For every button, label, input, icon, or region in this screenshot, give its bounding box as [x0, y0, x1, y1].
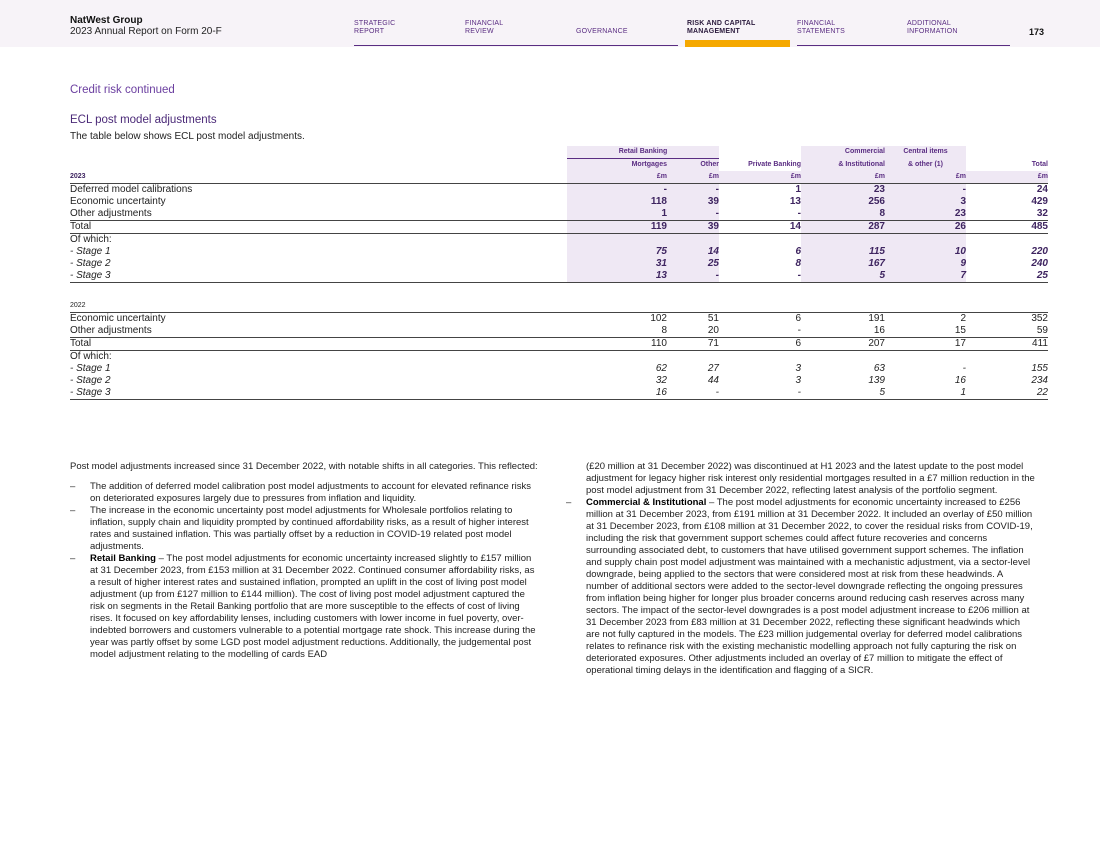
cell-value: 39	[667, 221, 719, 234]
cell-value	[667, 234, 719, 247]
cell-value: -	[667, 387, 719, 400]
bullet-text	[586, 497, 1036, 677]
cell-value: 3	[795, 363, 801, 374]
cell-value	[567, 351, 667, 364]
bullet-dash: –	[70, 505, 76, 516]
cell-value: 22	[966, 387, 1048, 400]
cell-value: 9	[885, 258, 966, 270]
cell-value: 25	[966, 270, 1048, 283]
brand	[70, 15, 222, 37]
bullet-body: The addition of deferred model calibration post model adjustments to account for elevated refinance risks on deteriorated exposures largely due to pressures from inflation and liquidity.	[90, 481, 531, 504]
bullet-item	[70, 505, 540, 553]
bullet-dash: –	[70, 481, 76, 492]
col-top: Central items	[885, 146, 966, 159]
cell-value: 10	[885, 246, 966, 258]
row-label: Total	[70, 221, 567, 234]
cell-value: 25	[667, 258, 719, 270]
bullet-text	[90, 553, 540, 661]
intro-paragraph: Post model adjustments increased since 31 December 2022, with notable shifts in all categories. This reflected:	[70, 461, 538, 472]
cell-value: 14	[719, 221, 801, 234]
nav-label: RISK AND CAPITAL	[687, 20, 756, 27]
bullet-text	[90, 505, 540, 553]
nav-underline	[797, 45, 1010, 46]
cell-value	[966, 234, 1048, 247]
header-row-2	[70, 159, 1048, 172]
cell-value: 20	[707, 325, 719, 336]
cell-value: 16	[954, 375, 966, 386]
bullet-dash: –	[566, 497, 572, 508]
col-unit: £m	[801, 171, 885, 184]
table-row	[70, 375, 1048, 387]
nav-additional-information[interactable]	[907, 20, 1017, 36]
cell-value: 32	[655, 375, 667, 386]
cell-value: 59	[1036, 325, 1048, 336]
cell-value	[801, 234, 885, 247]
table-row	[70, 313, 1048, 326]
cell-value: 118	[567, 196, 667, 208]
spacer	[70, 283, 1048, 298]
cell-value: 5	[801, 387, 885, 400]
cell-value: 26	[885, 221, 966, 234]
nav-label: FINANCIAL	[465, 20, 504, 27]
col-name: Total	[1031, 160, 1048, 168]
continued-paragraph	[566, 461, 1036, 497]
row-label: - Stage 3	[70, 387, 567, 400]
nav-label: GOVERNANCE	[576, 28, 628, 35]
cell-value: -	[567, 184, 667, 197]
active-section-indicator	[685, 40, 790, 47]
table-row	[70, 184, 1048, 197]
bullet-heading: Commercial & Institutional	[586, 497, 707, 508]
cell-value: 23	[801, 184, 885, 197]
cell-value: -	[797, 208, 801, 219]
nav-financial-statements[interactable]	[797, 20, 907, 36]
cell-value: -	[885, 184, 966, 197]
col-unit: £m	[966, 171, 1048, 184]
cell-value: 8	[801, 208, 885, 221]
cell-value: 13	[789, 196, 801, 207]
nav-governance[interactable]	[576, 28, 686, 36]
row-label: Of which:	[70, 234, 567, 247]
section-title: Credit risk continued	[70, 84, 175, 96]
row-label: Economic uncertainty	[70, 313, 567, 326]
year-label-2023: 2023	[70, 173, 86, 180]
table-row	[70, 234, 1048, 247]
cell-value: 119	[567, 221, 667, 234]
col-name: Private Banking	[748, 160, 801, 168]
bullet-item	[70, 553, 540, 661]
cell-value	[966, 351, 1048, 364]
cell-value: 240	[1031, 258, 1048, 269]
cell-value: 485	[966, 221, 1048, 234]
cell-value: 27	[707, 363, 719, 374]
cell-value: 31	[567, 258, 667, 270]
cell-value	[885, 234, 966, 247]
cell-value: 16	[567, 387, 667, 400]
cell-value: 15	[954, 325, 966, 336]
table-row	[70, 351, 1048, 364]
cell-value: 220	[1031, 246, 1048, 257]
report-name: 2023 Annual Report on Form 20-F	[70, 26, 222, 37]
row-label: - Stage 1	[70, 363, 111, 374]
table-row	[70, 258, 1048, 270]
row-label: - Stage 1	[70, 246, 111, 257]
cell-value: 411	[966, 338, 1048, 351]
cell-value: 1	[885, 387, 966, 400]
cell-value: -	[962, 363, 966, 374]
table-title: ECL post model adjustments	[70, 114, 217, 126]
row-label: Deferred model calibrations	[70, 184, 567, 197]
bullet-item	[566, 497, 1036, 677]
cell-value: 63	[873, 363, 885, 374]
year-row-2022	[70, 297, 1048, 313]
cell-value: 23	[885, 208, 966, 221]
col-unit: £m	[719, 171, 801, 184]
col-top: Commercial	[801, 146, 885, 159]
cell-value: 155	[1031, 363, 1048, 374]
cell-value: -	[667, 270, 719, 283]
cell-value: 139	[868, 375, 885, 386]
bullet-body: The increase in the economic uncertainty post model adjustments for Wholesale portfolios relating to inflation, supply chain and liquidity prompted by continued affordability risks, as a result of higher interest rates and sustained inflation. This was partially offset by a reduction in COVID-19 related post model adjustments.	[90, 505, 529, 552]
cell-value: 3	[795, 375, 801, 386]
year-label-2022: 2022	[70, 302, 86, 309]
col-name: & other (1)	[885, 159, 966, 172]
row-label: Of which:	[70, 351, 567, 364]
cell-value: 44	[707, 375, 719, 386]
table-row	[70, 246, 1048, 258]
ecl-pma-table	[70, 146, 1048, 400]
table-intro: The table below shows ECL post model adjustments.	[70, 131, 305, 142]
row-label: - Stage 2	[70, 258, 111, 269]
cell-value	[667, 351, 719, 364]
row-label: Economic uncertainty	[70, 196, 166, 207]
table-row	[70, 270, 1048, 283]
table-row	[70, 338, 1048, 351]
header-row-3	[70, 171, 1048, 184]
nav-label: ADDITIONAL	[907, 20, 952, 27]
cell-value: 1	[719, 184, 801, 197]
cell-value: -	[719, 387, 801, 400]
table-row	[70, 196, 1048, 208]
right-bullets	[566, 497, 1036, 677]
cell-value: 102	[567, 313, 667, 326]
nav-underline	[354, 45, 678, 46]
header-row-1	[70, 146, 1048, 159]
cell-value: 2	[885, 313, 966, 326]
col-name: Other	[667, 159, 719, 172]
cell-value: 6	[795, 246, 801, 257]
nav-label: REVIEW	[465, 28, 494, 35]
row-label: - Stage 2	[70, 375, 111, 386]
cell-value	[719, 234, 801, 247]
table-row	[70, 325, 1048, 338]
cell-value: 62	[655, 363, 667, 374]
cell-value	[885, 351, 966, 364]
left-column	[70, 461, 540, 661]
cell-value: 256	[801, 196, 885, 208]
table-row	[70, 363, 1048, 375]
row-label: Total	[70, 338, 567, 351]
cell-value: 8	[795, 258, 801, 269]
cell-value: 24	[966, 184, 1048, 197]
cell-value: 352	[966, 313, 1048, 326]
cell-value: 115	[801, 246, 885, 258]
cell-value: 191	[801, 313, 885, 326]
cell-value	[567, 234, 667, 247]
row-label: Other adjustments	[70, 208, 152, 219]
table-body-2022	[70, 313, 1048, 400]
cell-value: 14	[667, 246, 719, 258]
bullet-body: – The post model adjustments for economic uncertainty increased to £256 million at 31 December 2023, from £191 million at 31 December 2022. It included an overlay of £50 million at 31 December 2023, from £108 million at 31 December 2022, to cover the residual risks from COVID-19, including the risk that government support schemes could affect future recoveries and concerns surrounding associated debt, to customers that have utilised government support schemes. The inflation and supply chain post model adjustment was maintained with a mechanistic adjustment, via a sector-level downgrade, being applied to the sectors that were considered most at risk from these headwinds. A number of additional sectors were added to the sector-level downgrade reflecting the ongoing pressures from inflation being higher for longer plus broader concerns around reducing cash reserves across many sectors. The impact of the sector-level downgrades is a post model adjustment increase to £206 million at 31 December 2023 from £83 million at 31 December 2022, reflecting these significant headwinds which are not fully captured in the models. The £23 million judgemental overlay for deferred model calibrations relates to refinance risk with the existing mechanistic modelling approach not fully capturing the risk on deteriorated exposures. Other adjustments included an overlay of £7 million to mitigate the effect of operational timing delays in the identification and flagging of a SICR.	[586, 497, 1033, 676]
cell-value: 7	[885, 270, 966, 283]
cell-value: 39	[667, 196, 719, 208]
cell-value: 5	[801, 270, 885, 283]
retail-banking-group-header: Retail Banking	[567, 146, 719, 159]
cell-value: 429	[1031, 196, 1048, 207]
table-row	[70, 208, 1048, 221]
cell-value: -	[719, 270, 801, 283]
cell-value: 287	[801, 221, 885, 234]
col-name: & Institutional	[801, 159, 885, 172]
nav-label: MANAGEMENT	[687, 28, 740, 35]
bullet-heading: Retail Banking	[90, 553, 156, 564]
nav-financial-review[interactable]	[465, 20, 575, 36]
row-label: Other adjustments	[70, 325, 152, 336]
cell-value: -	[667, 208, 719, 221]
row-label: - Stage 3	[70, 270, 567, 283]
cell-value: 16	[873, 325, 885, 336]
nav-label: REPORT	[354, 28, 385, 35]
nav-label: STRATEGIC	[354, 20, 396, 27]
cell-value: 6	[719, 338, 801, 351]
bullet-text	[90, 481, 540, 505]
company-name: NatWest Group	[70, 15, 143, 26]
cell-value: 13	[567, 270, 667, 283]
cell-value: 110	[567, 338, 667, 351]
table-row	[70, 387, 1048, 400]
cell-value: -	[667, 184, 719, 197]
col-unit: £m	[885, 171, 966, 184]
cell-value: 3	[885, 196, 966, 208]
col-unit: £m	[667, 171, 719, 184]
nav-risk-capital-management[interactable]	[687, 20, 797, 36]
cell-value: 1	[567, 208, 667, 221]
cell-value: 51	[667, 313, 719, 326]
cell-value: 32	[1036, 208, 1048, 219]
col-name: Mortgages	[567, 159, 667, 172]
cell-value: 17	[885, 338, 966, 351]
cell-value: -	[797, 325, 801, 336]
bullet-item	[70, 481, 540, 505]
col-unit: £m	[567, 171, 667, 184]
cell-value: 71	[667, 338, 719, 351]
nav-label: STATEMENTS	[797, 28, 846, 35]
page-number: 173	[1029, 27, 1045, 37]
cell-value: 8	[661, 325, 667, 336]
cell-value: 6	[719, 313, 801, 326]
continued-text: (£20 million at 31 December 2022) was discontinued at H1 2023 and the latest update to the post model adjustment for legacy higher risk interest only residential mortgages resulted in a £7 million reduction in the post model adjustment from 31 December 2022, reflecting latest analysis of the portfolio segment.	[586, 461, 1035, 496]
left-bullets	[70, 481, 540, 661]
bullet-dash: –	[70, 553, 76, 564]
cell-value: 75	[567, 246, 667, 258]
bullet-body: – The post model adjustments for economic uncertainty increased slightly to £157 million at 31 December 2023, from £153 million at 31 December 2022. Continued consumer affordability risks, as a result of higher interest rates and sustained inflation, prompted an uplift in the cost of living post model adjustment (up from £127 million to £144 million). The cost of living post model adjustment captured the risk on segments in the Retail Banking portfolio that are more susceptible to the effects of cost of living rises. It focused on key affordability lenses, including customers with lower income in fuel poverty, over-indebted borrowers and customers vulnerable to a potential mortgage rate shock. This increase during the year was partly offset by some LGD post model adjustment reductions. Additionally, the judgemental post model adjustment relating to the modelling of cards EAD	[90, 553, 536, 660]
nav-label: FINANCIAL	[797, 20, 836, 27]
table-row	[70, 221, 1048, 234]
table-body-2023	[70, 184, 1048, 283]
cell-value	[719, 351, 801, 364]
cell-value	[801, 351, 885, 364]
cell-value: 167	[801, 258, 885, 270]
right-column	[566, 461, 1036, 677]
cell-value: 207	[801, 338, 885, 351]
nav-label: INFORMATION	[907, 28, 958, 35]
cell-value: 234	[1031, 375, 1048, 386]
nav-strategic-report[interactable]	[354, 20, 464, 36]
